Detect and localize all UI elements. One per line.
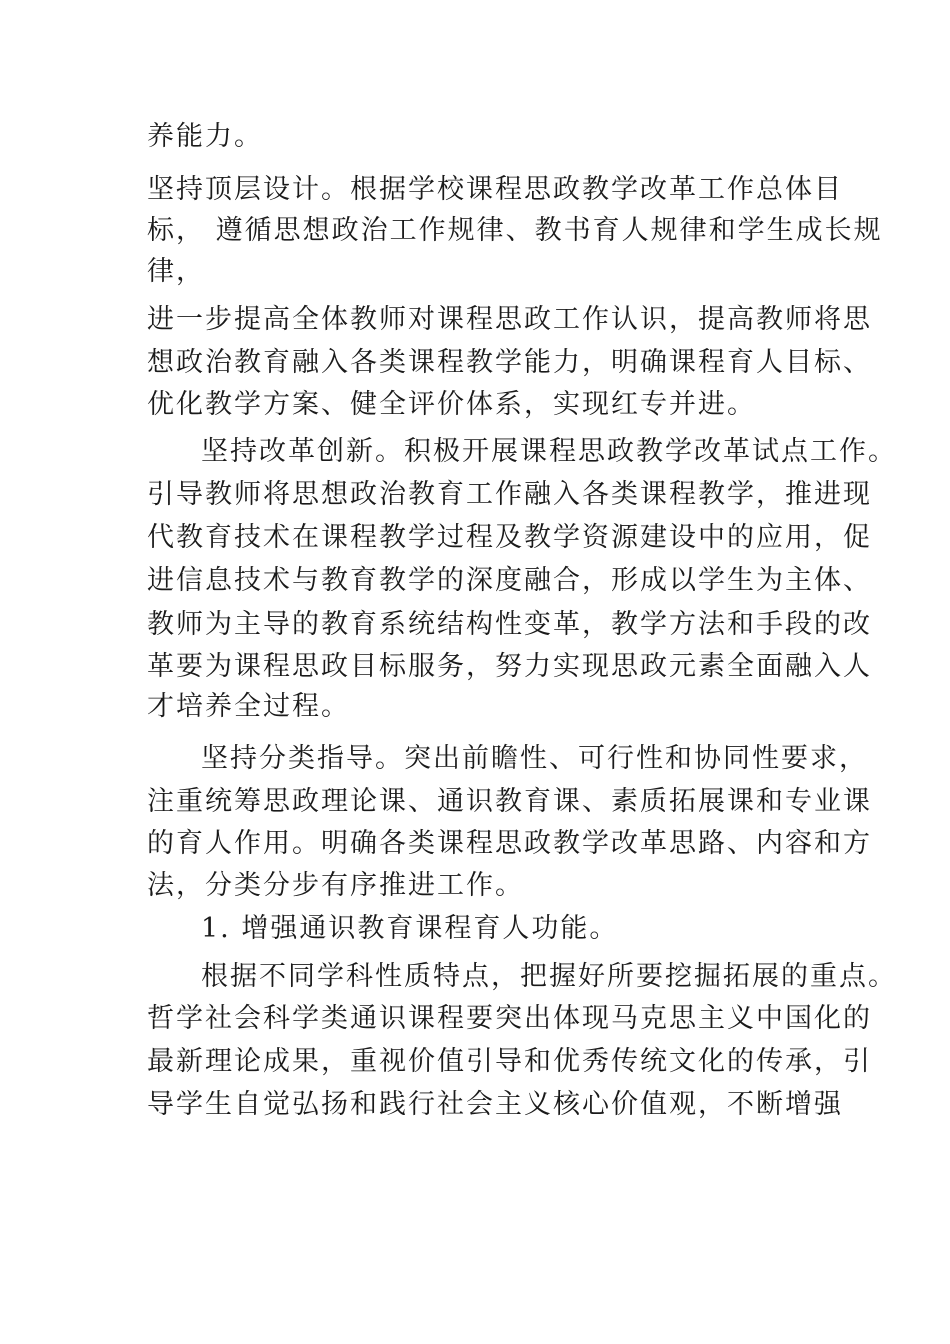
text-line: 最新理论成果，重视价值引导和优秀传统文化的传承，引 bbox=[147, 1046, 872, 1077]
text-line: 进一步提高全体教师对课程思政工作认识，提高教师将思 bbox=[147, 304, 872, 335]
text-line: 律， bbox=[147, 256, 205, 287]
text-line: 坚持改革创新。积极开展课程思政教学改革试点工作。 bbox=[201, 436, 897, 467]
text-line: 革要为课程思政目标服务，努力实现思政元素全面融入人 bbox=[147, 651, 872, 682]
text-line: 代教育技术在课程教学过程及教学资源建设中的应用，促 bbox=[147, 522, 872, 553]
text-line: 才培养全过程。 bbox=[147, 691, 350, 722]
text-line: 想政治教育融入各类课程教学能力，明确课程育人目标、 bbox=[147, 347, 872, 378]
text-line: 坚持分类指导。突出前瞻性、可行性和协同性要求， bbox=[201, 743, 868, 774]
text-line: 的育人作用。明确各类课程思政教学改革思路、内容和方 bbox=[147, 828, 872, 859]
text-line: 养能力。 bbox=[147, 121, 263, 152]
text-line: 坚持顶层设计。根据学校课程思政教学改革工作总体目 bbox=[147, 174, 843, 205]
text-line: 优化教学方案、健全评价体系，实现红专并进。 bbox=[147, 389, 756, 420]
text-line: 引导教师将思想政治教育工作融入各类课程教学，推进现 bbox=[147, 479, 872, 510]
text-line: 法，分类分步有序推进工作。 bbox=[147, 870, 524, 901]
text-line: 根据不同学科性质特点，把握好所要挖掘拓展的重点。 bbox=[201, 961, 897, 992]
text-line: 哲学社会科学类通识课程要突出体现马克思主义中国化的 bbox=[147, 1003, 872, 1034]
text-line: 标， 遵循思想政治工作规律、教书育人规律和学生成长规 bbox=[147, 215, 883, 246]
text-line: 进信息技术与教育教学的深度融合，形成以学生为主体、 bbox=[147, 565, 872, 596]
text-line: 注重统筹思政理论课、通识教育课、素质拓展课和专业课 bbox=[147, 786, 872, 817]
text-line: 教师为主导的教育系统结构性变革，教学方法和手段的改 bbox=[147, 609, 872, 640]
text-line: 1. 增强通识教育课程育人功能。 bbox=[201, 913, 619, 944]
text-line: 导学生自觉弘扬和践行社会主义核心价值观，不断增强 bbox=[147, 1089, 843, 1120]
